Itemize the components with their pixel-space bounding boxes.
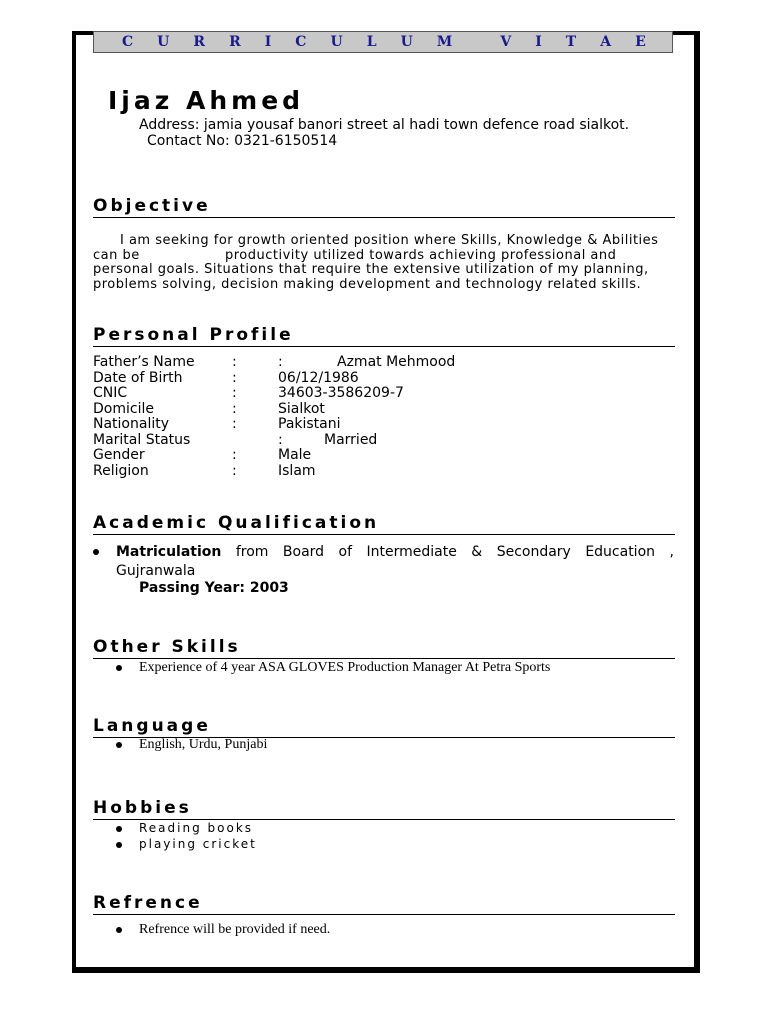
hobby-item: Reading books	[139, 821, 254, 835]
profile-label: Gender	[93, 447, 145, 463]
objective-line: I am seeking for growth oriented position where Skills, Knowledge & Abilities	[120, 233, 659, 248]
academic-word: ,	[669, 544, 674, 560]
banner-letter: E	[635, 34, 646, 50]
profile-label: Religion	[93, 463, 149, 479]
profile-colon: :	[232, 447, 237, 463]
profile-label: CNIC	[93, 385, 128, 401]
profile-value: Sialkot	[278, 401, 325, 417]
banner-letter: L	[366, 34, 377, 50]
curriculum-vitae-banner	[93, 31, 673, 53]
banner-letter: U	[330, 34, 343, 50]
profile-colon: :	[232, 463, 237, 479]
banner-letter: I	[264, 34, 272, 50]
hobbies-heading: Hobbies	[93, 798, 675, 820]
banner-letter: U	[400, 34, 413, 50]
academic-word: Intermediate	[366, 544, 457, 560]
banner-letter: V	[500, 34, 512, 50]
degree-name: Matriculation	[116, 544, 222, 560]
other-skills-heading: Other Skills	[93, 637, 675, 659]
banner-letter: C	[295, 34, 307, 50]
hobby-item: playing cricket	[139, 837, 257, 851]
objective-paragraph	[93, 234, 667, 292]
banner-letter: R	[229, 34, 241, 50]
profile-value: Pakistani	[278, 416, 341, 432]
academic-city: Gujranwala	[116, 563, 196, 579]
academic-word: &	[471, 544, 483, 560]
profile-label: Date of Birth	[93, 370, 183, 386]
profile-colon: :	[278, 432, 283, 448]
objective-line: personal goals. Situations that require the extensive utilization of my planning,	[93, 262, 649, 277]
reference-item: Refrence will be provided if need.	[139, 922, 331, 937]
bullet-icon	[116, 826, 122, 832]
profile-label: Father’s Name	[93, 354, 195, 370]
profile-value: 34603-3586209-7	[278, 385, 404, 401]
academic-word: Education	[585, 544, 656, 560]
banner-letter: I	[535, 34, 542, 50]
academic-heading: Academic Qualification	[93, 513, 675, 535]
bullet-icon	[93, 549, 99, 555]
profile-value: 06/12/1986	[278, 370, 359, 386]
profile-colon: :	[232, 354, 237, 370]
profile-label: Nationality	[93, 416, 170, 432]
objective-line-start: can be	[93, 247, 140, 263]
contact-number: Contact No: 0321-6150514	[147, 133, 338, 149]
banner-letter: C	[122, 34, 134, 50]
profile-value: Married	[324, 432, 378, 448]
bullet-icon	[116, 927, 122, 933]
profile-colon: :	[232, 416, 237, 432]
language-item: English, Urdu, Punjabi	[139, 737, 268, 752]
profile-label: Domicile	[93, 401, 154, 417]
banner-letter: M	[436, 34, 453, 50]
bullet-icon	[116, 842, 122, 848]
profile-label: Marital Status	[93, 432, 191, 448]
academic-word: of	[338, 544, 353, 560]
address: Address: jamia yousaf banori street al hadi town defence road sialkot.	[139, 117, 630, 133]
profile-colon: :	[232, 385, 237, 401]
profile-value: Azmat Mehmood	[337, 354, 456, 370]
personal-profile-heading: Personal Profile	[93, 325, 675, 347]
reference-heading: Refrence	[93, 893, 675, 915]
profile-value: Male	[278, 447, 312, 463]
passing-year: Passing Year: 2003	[139, 580, 289, 596]
academic-entry-line	[116, 544, 674, 560]
language-heading: Language	[93, 716, 675, 738]
profile-value: Islam	[278, 463, 316, 479]
profile-colon: :	[232, 401, 237, 417]
objective-heading: Objective	[93, 196, 675, 218]
academic-word: Board	[282, 544, 325, 560]
academic-word: from	[235, 544, 269, 560]
candidate-name: Ijaz Ahmed	[108, 86, 305, 115]
banner-letter: U	[157, 34, 170, 50]
objective-line: problems solving, decision making development and technology related skills.	[93, 276, 642, 292]
profile-colon: :	[278, 354, 283, 370]
banner-letter: R	[193, 34, 206, 50]
bullet-icon	[116, 665, 122, 671]
banner-letter: T	[565, 34, 577, 50]
profile-colon: :	[232, 370, 237, 386]
objective-line-end: productivity utilized towards achieving professional and	[225, 247, 617, 263]
banner-letter: A	[600, 34, 612, 50]
objective-line	[93, 249, 667, 264]
skill-item: Experience of 4 year ASA GLOVES Production Manager At Petra Sports	[139, 660, 551, 675]
academic-word: Secondary	[496, 544, 571, 560]
bullet-icon	[116, 742, 122, 748]
